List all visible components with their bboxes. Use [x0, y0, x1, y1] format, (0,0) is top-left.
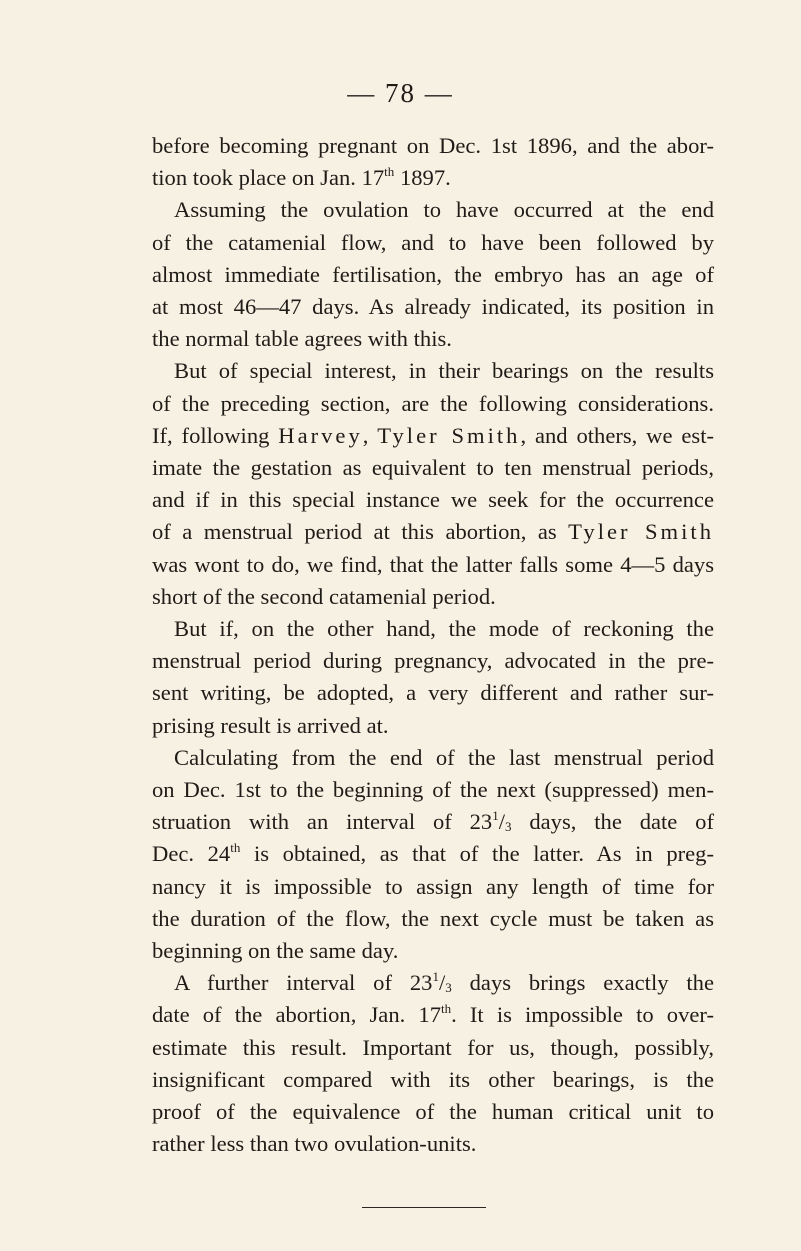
- text-line: at most 46—47 days. As already indicated, its position in: [152, 294, 714, 320]
- text-run: days brings exactly the: [451, 970, 714, 996]
- ordinal-suffix: th: [230, 840, 241, 856]
- text-line: sent writing, be adopted, a very different and rather sur-: [152, 680, 714, 706]
- text-line: But of special interest, in their bearings on the results: [174, 358, 714, 384]
- text-line: [152, 516, 714, 548]
- text-run: of a menstrual period at this abortion, as: [152, 519, 569, 545]
- text-line: [152, 806, 714, 838]
- fraction-denominator: 3: [445, 980, 452, 996]
- fraction-slash: /: [438, 970, 446, 996]
- author-name: Tyler Smith: [568, 519, 714, 545]
- text-line: was wont to do, we find, that the latter falls some 4—5 days: [152, 551, 714, 577]
- text-run: is obtained, as that of the latter. As in preg-: [240, 841, 715, 867]
- text-line: [152, 838, 714, 870]
- text-line: But if, on the other hand, the mode of reckoning the: [174, 616, 714, 642]
- text-run: tion took place on Jan. 17: [152, 165, 385, 191]
- text-run: Dec. 24: [152, 841, 231, 867]
- text-line: of the preceding section, are the following considerations.: [152, 390, 714, 416]
- text-run: A further interval of 23: [174, 970, 433, 996]
- text-line: [152, 162, 714, 194]
- fraction-denominator: 3: [505, 819, 512, 835]
- text-run: . It is impossible to over-: [451, 1002, 714, 1028]
- text-line: proof of the equivalence of the human critical unit to: [152, 1099, 714, 1125]
- text-line: short of the second catamenial period.: [152, 583, 496, 609]
- text-line: and if in this special instance we seek for the occurrence: [152, 487, 714, 513]
- text-line: rather less than two ovulation-units.: [152, 1131, 477, 1157]
- text-run: If, following: [152, 422, 279, 448]
- author-name: Tyler Smith: [377, 422, 521, 448]
- fraction-slash: /: [498, 809, 505, 835]
- author-name: Harvey: [278, 422, 363, 448]
- text-line: of the catamenial flow, and to have been followed by: [152, 229, 714, 255]
- end-rule: [362, 1207, 486, 1208]
- text-line: [152, 420, 714, 452]
- text-line: [152, 999, 714, 1031]
- fraction-numerator: 1: [492, 808, 499, 824]
- ordinal-suffix: th: [441, 1001, 452, 1017]
- text-line: nancy it is impossible to assign any length of time for: [152, 873, 714, 899]
- text-line: before becoming pregnant on Dec. 1st 1896, and the abor-: [152, 133, 714, 158]
- text-line: insignificant compared with its other bearings, is the: [152, 1066, 714, 1092]
- text-line: Assuming the ovulation to have occurred at the end: [174, 197, 714, 223]
- text-run: days, the date of: [511, 809, 714, 835]
- text-line: menstrual period during pregnancy, advocated in the pre-: [152, 648, 714, 674]
- text-run: date of the abortion, Jan. 17: [152, 1002, 441, 1028]
- body-text: [152, 130, 714, 1161]
- text-line: estimate this result. Important for us, though, possibly,: [152, 1034, 714, 1060]
- page-number: — 78 —: [347, 78, 454, 108]
- text-line: imate the gestation as equivalent to ten menstrual periods,: [152, 455, 714, 481]
- text-line: on Dec. 1st to the beginning of the next (suppressed) men-: [152, 777, 714, 803]
- text-line: the duration of the flow, the next cycle must be taken as: [152, 905, 714, 931]
- text-run: ,: [362, 422, 378, 448]
- text-line: the normal table agrees with this.: [152, 326, 452, 352]
- text-line: Calculating from the end of the last menstrual period: [174, 744, 714, 770]
- text-line: almost immediate fertilisation, the embryo has an age of: [152, 261, 714, 287]
- fraction-numerator: 1: [432, 969, 439, 985]
- text-run: struation with an interval of 23: [152, 809, 493, 835]
- text-line: [152, 967, 714, 999]
- text-run: 1897.: [394, 165, 451, 191]
- text-line: beginning on the same day.: [152, 938, 399, 964]
- text-line: prising result is arrived at.: [152, 712, 389, 738]
- ordinal-suffix: th: [384, 164, 395, 180]
- text-run: , and others, we est-: [520, 422, 714, 448]
